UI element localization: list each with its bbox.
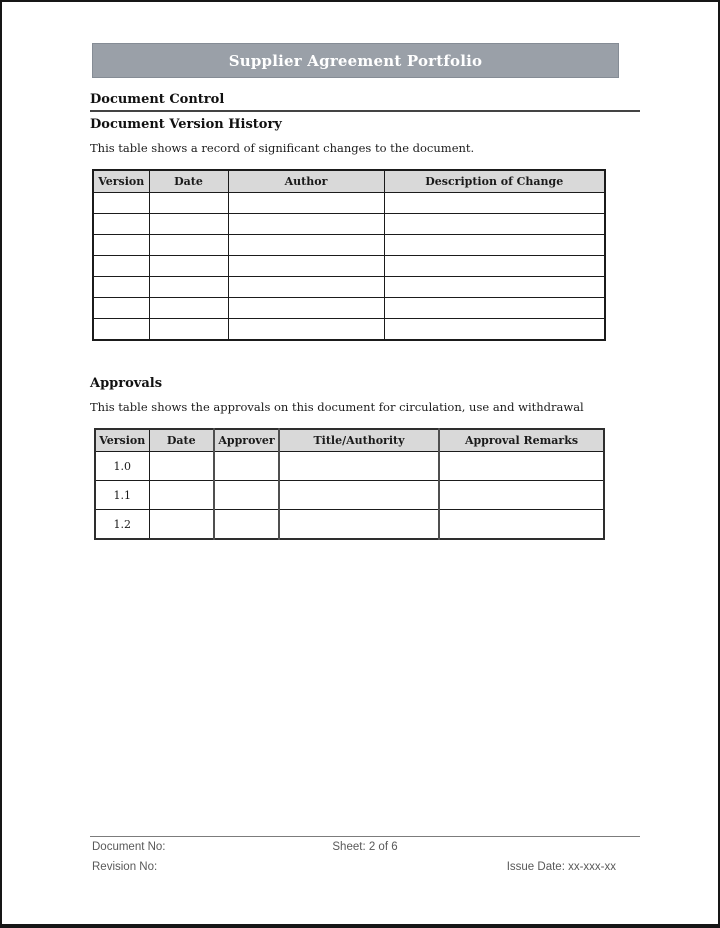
- table-cell: [149, 193, 228, 214]
- column-header-approver: Approver: [214, 429, 279, 452]
- table-cell: [149, 298, 228, 319]
- footer-row-1: [90, 841, 640, 856]
- table-cell: [149, 214, 228, 235]
- table-row: [93, 298, 605, 319]
- table-row: [93, 193, 605, 214]
- table-cell: [93, 319, 149, 341]
- table-cell: [93, 214, 149, 235]
- table-cell: [384, 193, 605, 214]
- column-header-version: Version: [93, 170, 149, 193]
- revision-no-label: Revision No:: [92, 861, 158, 873]
- table-cell: [384, 319, 605, 341]
- page-title: Supplier Agreement Portfolio: [228, 51, 483, 70]
- column-header-author: Author: [228, 170, 384, 193]
- table-row: [95, 510, 604, 540]
- footer-row-2: [90, 861, 640, 876]
- table-row: [93, 214, 605, 235]
- table-cell: [384, 256, 605, 277]
- column-header-approval-remarks: Approval Remarks: [439, 429, 604, 452]
- column-header-description-of-change: Description of Change: [384, 170, 605, 193]
- version-history-header-row: [93, 170, 605, 193]
- table-cell: [279, 481, 439, 510]
- version-history-description: This table shows a record of significant changes to the document.: [90, 141, 475, 155]
- table-cell: [93, 298, 149, 319]
- table-cell: [384, 277, 605, 298]
- table-row: [93, 235, 605, 256]
- table-row: [95, 481, 604, 510]
- table-cell: [214, 452, 279, 481]
- version-history-table: [92, 169, 606, 341]
- issue-date-label: Issue Date: xx-xxx-xx: [506, 861, 616, 873]
- table-cell: [149, 256, 228, 277]
- table-cell: [439, 481, 604, 510]
- table-cell: [149, 319, 228, 341]
- page-footer: [90, 836, 640, 876]
- page-content: [90, 92, 640, 540]
- approvals-heading: Approvals: [90, 376, 163, 391]
- approvals-table: [94, 428, 605, 540]
- table-cell: [93, 193, 149, 214]
- document-control-heading: Document Control: [90, 92, 640, 112]
- table-cell: [214, 510, 279, 540]
- table-cell: [228, 193, 384, 214]
- table-cell: [279, 510, 439, 540]
- table-cell: 1.1: [95, 481, 149, 510]
- approvals-header-row: [95, 429, 604, 452]
- column-header-date: Date: [149, 429, 214, 452]
- table-cell: 1.2: [95, 510, 149, 540]
- table-row: [95, 452, 604, 481]
- column-header-date: Date: [149, 170, 228, 193]
- table-cell: [228, 277, 384, 298]
- sheet-number: Sheet: 2 of 6: [332, 841, 398, 853]
- table-cell: [149, 481, 214, 510]
- table-row: [93, 277, 605, 298]
- table-cell: [149, 235, 228, 256]
- table-cell: [228, 235, 384, 256]
- document-no-label: Document No:: [92, 841, 166, 853]
- column-header-version: Version: [95, 429, 149, 452]
- table-cell: [279, 452, 439, 481]
- table-cell: [214, 481, 279, 510]
- title-banner: [92, 43, 619, 78]
- section-spacer: [90, 341, 640, 371]
- table-cell: [93, 277, 149, 298]
- table-row: [93, 256, 605, 277]
- column-header-title-authority: Title/Authority: [279, 429, 439, 452]
- table-cell: [228, 298, 384, 319]
- table-cell: [228, 214, 384, 235]
- table-cell: [93, 256, 149, 277]
- table-row: [93, 319, 605, 341]
- table-cell: [93, 235, 149, 256]
- table-cell: [149, 277, 228, 298]
- table-cell: [384, 235, 605, 256]
- version-history-heading: Document Version History: [90, 117, 282, 132]
- table-cell: [384, 298, 605, 319]
- table-cell: [384, 214, 605, 235]
- table-cell: [228, 319, 384, 341]
- approvals-description: This table shows the approvals on this document for circulation, use and withdrawal: [90, 400, 584, 414]
- table-cell: [439, 452, 604, 481]
- table-cell: 1.0: [95, 452, 149, 481]
- table-cell: [439, 510, 604, 540]
- table-cell: [228, 256, 384, 277]
- table-cell: [149, 452, 214, 481]
- table-cell: [149, 510, 214, 540]
